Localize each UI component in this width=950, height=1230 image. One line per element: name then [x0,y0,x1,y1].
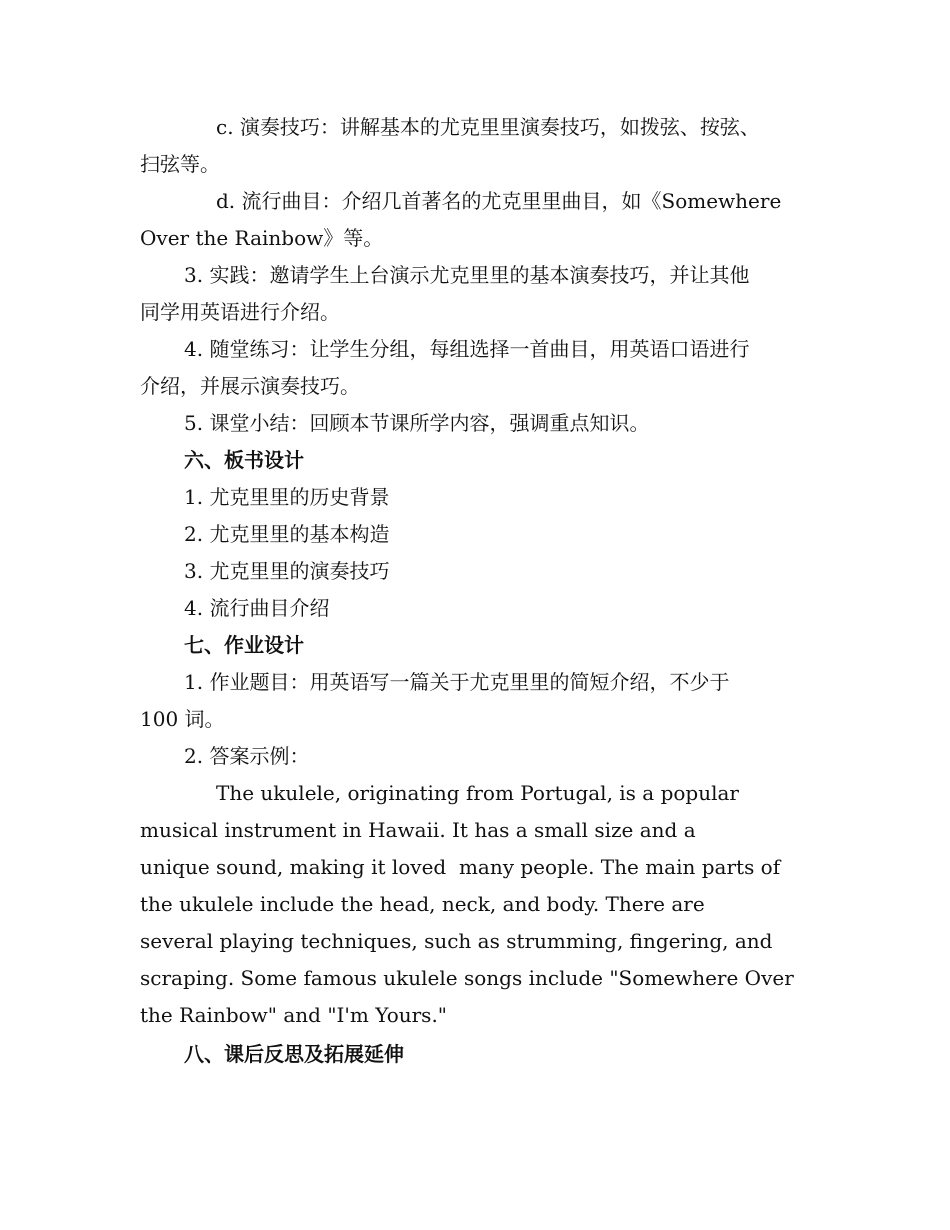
board-item-2: 2. 尤克里里的基本构造 [184,522,390,546]
homework-item-1: 1. 作业题目：用英语写一篇关于尤克里里的简短介绍，不少于 [184,670,730,694]
board-item-3: 3. 尤克里里的演奏技巧 [184,559,390,583]
list-item-c: c. 演奏技巧：讲解基本的尤克里里演奏技巧，如拨弦、按弦、 [216,115,760,139]
board-item-1: 1. 尤克里里的历史背景 [184,485,390,509]
answer-line-2: musical instrument in Hawaii. It has a small size and a [140,818,696,842]
section-heading-7: 七、作业设计 [184,633,304,657]
list-item-4: 4. 随堂练习：让学生分组，每组选择一首曲目，用英语口语进行 [184,337,750,361]
list-item-3: 3. 实践：邀请学生上台演示尤克里里的基本演奏技巧，并让其他 [184,263,750,287]
list-item-3-cont: 同学用英语进行介绍。 [140,300,340,324]
list-item-4-cont: 介绍，并展示演奏技巧。 [140,374,360,398]
homework-item-2: 2. 答案示例： [184,744,310,768]
answer-line-5: several playing techniques, such as strumming, fingering, and [140,929,773,953]
section-heading-6: 六、板书设计 [184,448,304,472]
list-item-d: d. 流行曲目：介绍几首著名的尤克里里曲目，如《Somewhere [216,189,782,213]
answer-line-1: The ukulele, originating from Portugal, is a popular [216,781,739,805]
answer-line-3: unique sound, making it loved many people. The main parts of [140,855,781,879]
board-item-4: 4. 流行曲目介绍 [184,596,330,620]
answer-line-4: the ukulele include the head, neck, and body. There are [140,892,705,916]
list-item-d-cont: Over the Rainbow》等。 [140,226,384,250]
homework-item-1-cont: 100 词。 [140,707,225,731]
section-heading-8: 八、课后反思及拓展延伸 [184,1042,404,1066]
answer-line-7: the Rainbow" and "I'm Yours." [140,1003,448,1027]
answer-line-6: scraping. Some famous ukulele songs include "Somewhere Over [140,966,794,990]
list-item-c-cont: 扫弦等。 [140,152,220,176]
list-item-5: 5. 课堂小结：回顾本节课所学内容，强调重点知识。 [184,411,650,435]
